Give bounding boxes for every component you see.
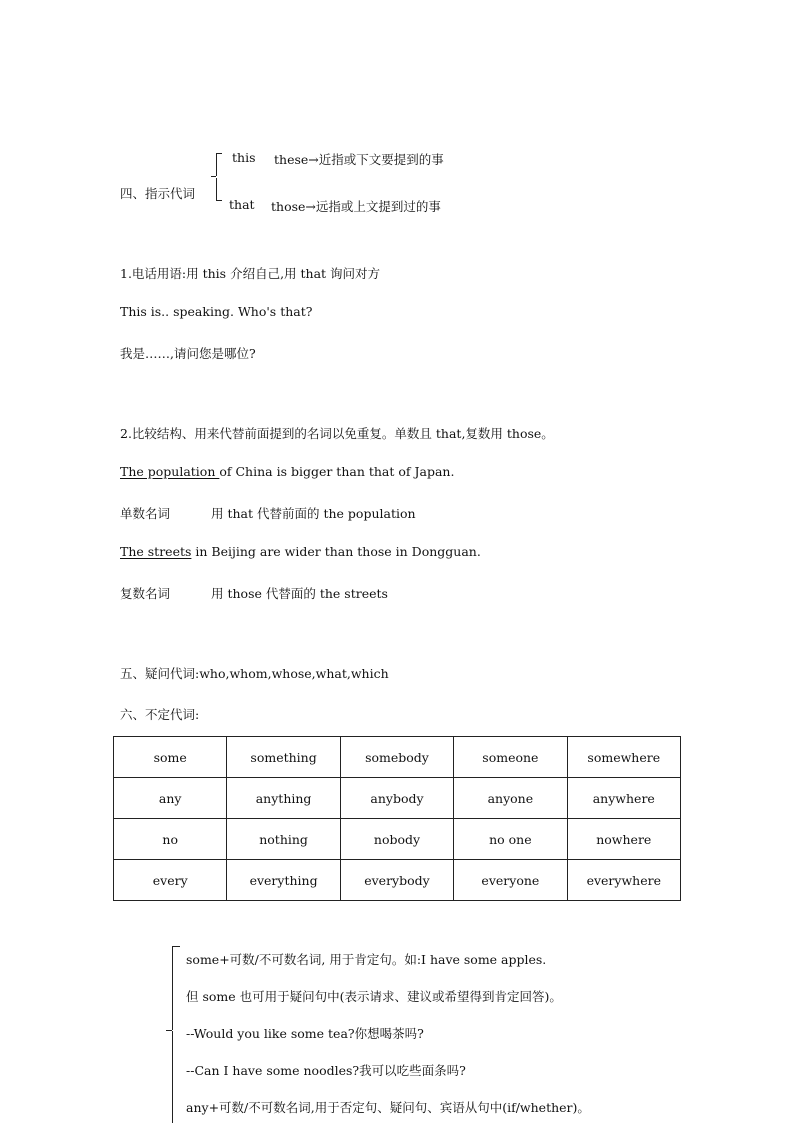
notes-brace-lower: [172, 1031, 180, 1123]
example2-underlined: The streets: [120, 544, 192, 559]
brace-tick: [211, 176, 216, 177]
table-cell: any: [114, 778, 227, 819]
table-cell: no one: [454, 819, 567, 860]
notes-line1: some+可数/不可数名词, 用于肯定句。如:I have some apples.: [186, 952, 547, 967]
table-cell: somewhere: [567, 737, 680, 778]
table-cell: somebody: [340, 737, 453, 778]
this-word: this: [232, 150, 256, 165]
table-cell: anywhere: [567, 778, 680, 819]
notes-line3: --Would you like some tea?你想喝茶吗?: [186, 1026, 424, 1041]
that-word: that: [229, 197, 255, 212]
table-cell: some: [114, 737, 227, 778]
table-cell: everybody: [340, 860, 453, 901]
table-cell: anything: [227, 778, 340, 819]
table-cell: everyone: [454, 860, 567, 901]
that-desc: those→远指或上文提到过的事: [271, 199, 441, 214]
table-cell: no: [114, 819, 227, 860]
table-cell: something: [227, 737, 340, 778]
table-cell: someone: [454, 737, 567, 778]
table-cell: everything: [227, 860, 340, 901]
section4-heading: 四、指示代词: [120, 186, 196, 201]
point1-example-zh: 我是……,请问您是哪位?: [120, 346, 256, 361]
point1-title: 1.电话用语:用 this 介绍自己,用 that 询问对方: [120, 266, 381, 281]
notes-brace-upper: [172, 946, 180, 1030]
notes-line5: any+可数/不可数名词,用于否定句、疑问句、宾语从句中(if/whether)。: [186, 1100, 590, 1115]
table-row: [114, 860, 681, 901]
notes-line4: --Can I have some noodles?我可以吃些面条吗?: [186, 1063, 466, 1078]
table-cell: everywhere: [567, 860, 680, 901]
point2-example1: [120, 464, 454, 479]
note2-label: 复数名词: [120, 586, 171, 601]
section4-brace-lower: [216, 178, 222, 201]
point2-example2: [120, 544, 481, 559]
note1-text: 用 that 代替前面的 the population: [211, 506, 416, 521]
indefinite-pronoun-table: [113, 736, 681, 901]
point2-title: 2.比较结构、用来代替前面提到的名词以免重复。单数且 that,复数用 those。: [120, 426, 554, 441]
notes-brace-tick: [166, 1030, 172, 1031]
table-cell: nothing: [227, 819, 340, 860]
example1-underlined: The population: [120, 464, 220, 479]
notes-line2: 但 some 也可用于疑问句中(表示请求、建议或希望得到肯定回答)。: [186, 989, 562, 1004]
section4-brace-upper: [216, 153, 222, 176]
table-row: [114, 778, 681, 819]
this-desc: these→近指或下文要提到的事: [274, 152, 444, 167]
section5-heading: 五、疑问代词:who,whom,whose,what,which: [120, 666, 389, 681]
note2-text: 用 those 代替面的 the streets: [211, 586, 388, 601]
table-cell: anybody: [340, 778, 453, 819]
table-cell: every: [114, 860, 227, 901]
table-cell: nobody: [340, 819, 453, 860]
section6-heading: 六、不定代词:: [120, 707, 200, 722]
table-cell: nowhere: [567, 819, 680, 860]
example1-rest: of China is bigger than that of Japan.: [219, 464, 455, 479]
table-row: [114, 819, 681, 860]
table-row: [114, 737, 681, 778]
table-cell: anyone: [454, 778, 567, 819]
point1-example-en: This is.. speaking. Who's that?: [120, 304, 313, 319]
note1-label: 单数名词: [120, 506, 171, 521]
example2-rest: in Beijing are wider than those in Dongguan.: [191, 544, 481, 559]
